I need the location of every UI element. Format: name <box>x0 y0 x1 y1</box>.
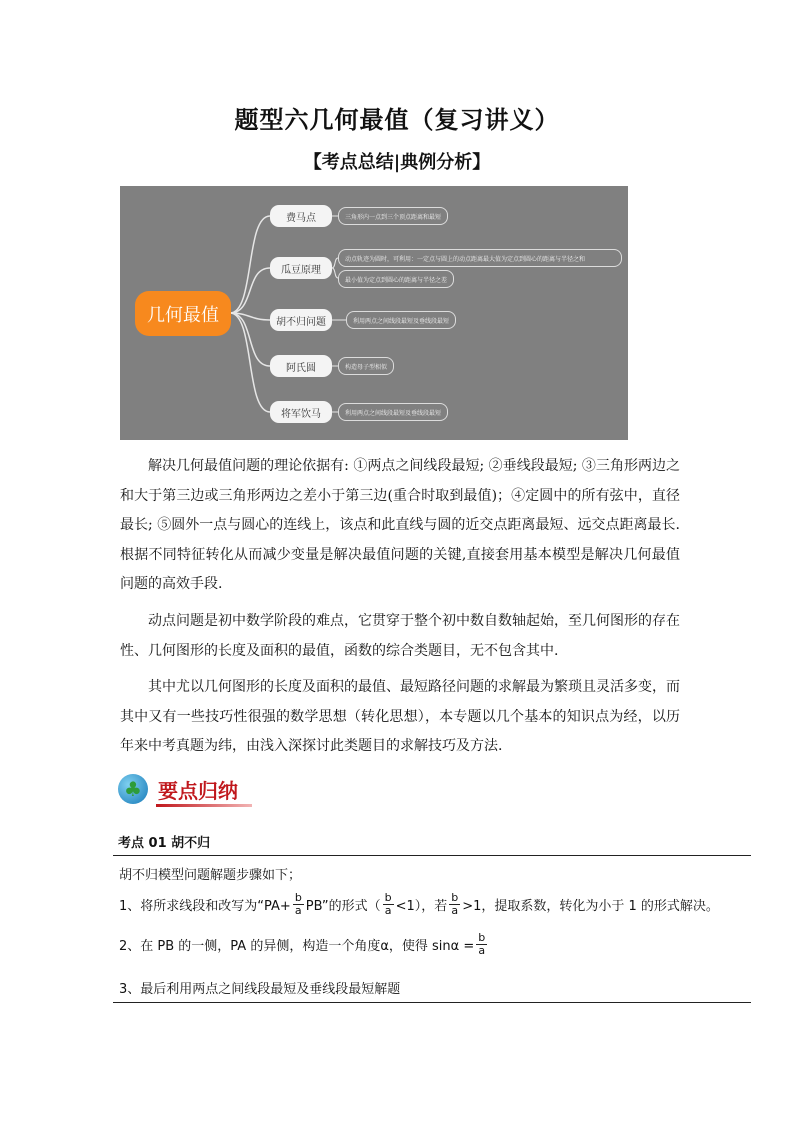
kaodian-title: 考点 01 胡不归 <box>118 836 211 851</box>
fraction-denominator: a <box>384 904 392 917</box>
mindmap-node-apollonius: 阿氏圆 <box>270 355 332 377</box>
fraction-numerator: b <box>384 891 392 904</box>
mindmap-node-guadou: 瓜豆原理 <box>270 257 332 279</box>
method-intro: 胡不归模型问题解题步骤如下； <box>119 868 302 883</box>
fraction-denominator: a <box>451 904 459 917</box>
step1-text-b: PB”的形式（ <box>305 899 381 914</box>
method-step-1 <box>119 892 719 917</box>
fraction-b-over-a <box>449 892 460 917</box>
method-step-3: 3、最后利用两点之间线段最短及垂线段最短解题 <box>119 982 401 997</box>
step1-text-d: >1，提取系数，转化为小于 1 的形式解决。 <box>462 899 719 914</box>
fraction-numerator: b <box>294 891 302 904</box>
paragraph-1: 解决几何最值问题的理论依据有: ①两点之间线段最短; ②垂线段最短; ③三角形两边之和大于第三边或三角形两边之差小于第三边(重合时取到最值)；④定圆中的所有弦中，直径最长; ⑤圆外一点与圆心的连线上，该点和此直线与圆的近交点距离最短、远交点距离最长.根据不同特征转化从而减少变量是解决最值问题的关键,直接套用基本模型是解决几何最值问题的高效手段. <box>120 458 680 592</box>
fraction-numerator: b <box>478 931 486 944</box>
method-step-2 <box>119 932 489 957</box>
mindmap-leaf: 三角形内一点到三个顶点距离和最短 <box>338 207 448 225</box>
globe-icon: ♣ <box>118 774 148 804</box>
paragraph-2: 动点问题是初中数学阶段的难点，它贯穿于整个初中数自数轴起始，至几何图形的存在性、几何图形的长度及面积的最值，函数的综合类题目，无不包含其中. <box>120 613 680 659</box>
mindmap-leaf: 利用两点之间线段最短及垂线段最短 <box>346 311 456 329</box>
page-subtitle: 【考点总结|典例分析】 <box>303 152 491 173</box>
mindmap-node-fermat: 费马点 <box>270 205 332 227</box>
mindmap-node-jiangjun: 将军饮马 <box>270 401 332 423</box>
method-box <box>113 855 751 1003</box>
mindmap-leaf: 构造母子型相似 <box>338 357 394 375</box>
step1-text-c: <1），若 <box>395 899 448 914</box>
fraction-b-over-a <box>476 932 487 957</box>
section-underline <box>156 804 252 807</box>
mindmap-leaf: 利用两点之间线段最短及垂线段最短 <box>338 403 448 421</box>
mindmap-center: 几何最值 <box>135 291 231 336</box>
mindmap-node-hubugui: 胡不归问题 <box>270 309 332 331</box>
fraction-b-over-a <box>383 892 394 917</box>
section-title: 要点归纳 <box>158 779 238 803</box>
paragraph-3: 其中尤以几何图形的长度及面积的最值、最短路径问题的求解最为繁琐且灵活多变，而其中又有一些技巧性很强的数学思想（转化思想），本专题以几个基本的知识点为经，以历年来中考真题为纬，由浅入深探讨此类题目的求解技巧及方法. <box>120 679 680 754</box>
mindmap-leaf: 动点轨迹为圆时，可利用：一定点与圆上的动点距离最大值为定点到圆心的距离与半径之和 <box>338 249 622 267</box>
step1-text-a: 1、将所求线段和改写为“PA+ <box>119 899 291 914</box>
fraction-b-over-a <box>293 892 304 917</box>
mindmap-leaf: 最小值为定点到圆心的距离与半径之差 <box>338 270 454 288</box>
fraction-numerator: b <box>451 891 459 904</box>
step2-text: 2、在 PB 的一侧，PA 的异侧，构造一个角度α，使得 sinα = <box>119 939 475 954</box>
fraction-denominator: a <box>294 904 302 917</box>
fraction-denominator: a <box>478 944 486 957</box>
page-title: 题型六几何最值（复习讲义） <box>234 105 560 134</box>
mindmap <box>120 186 628 440</box>
